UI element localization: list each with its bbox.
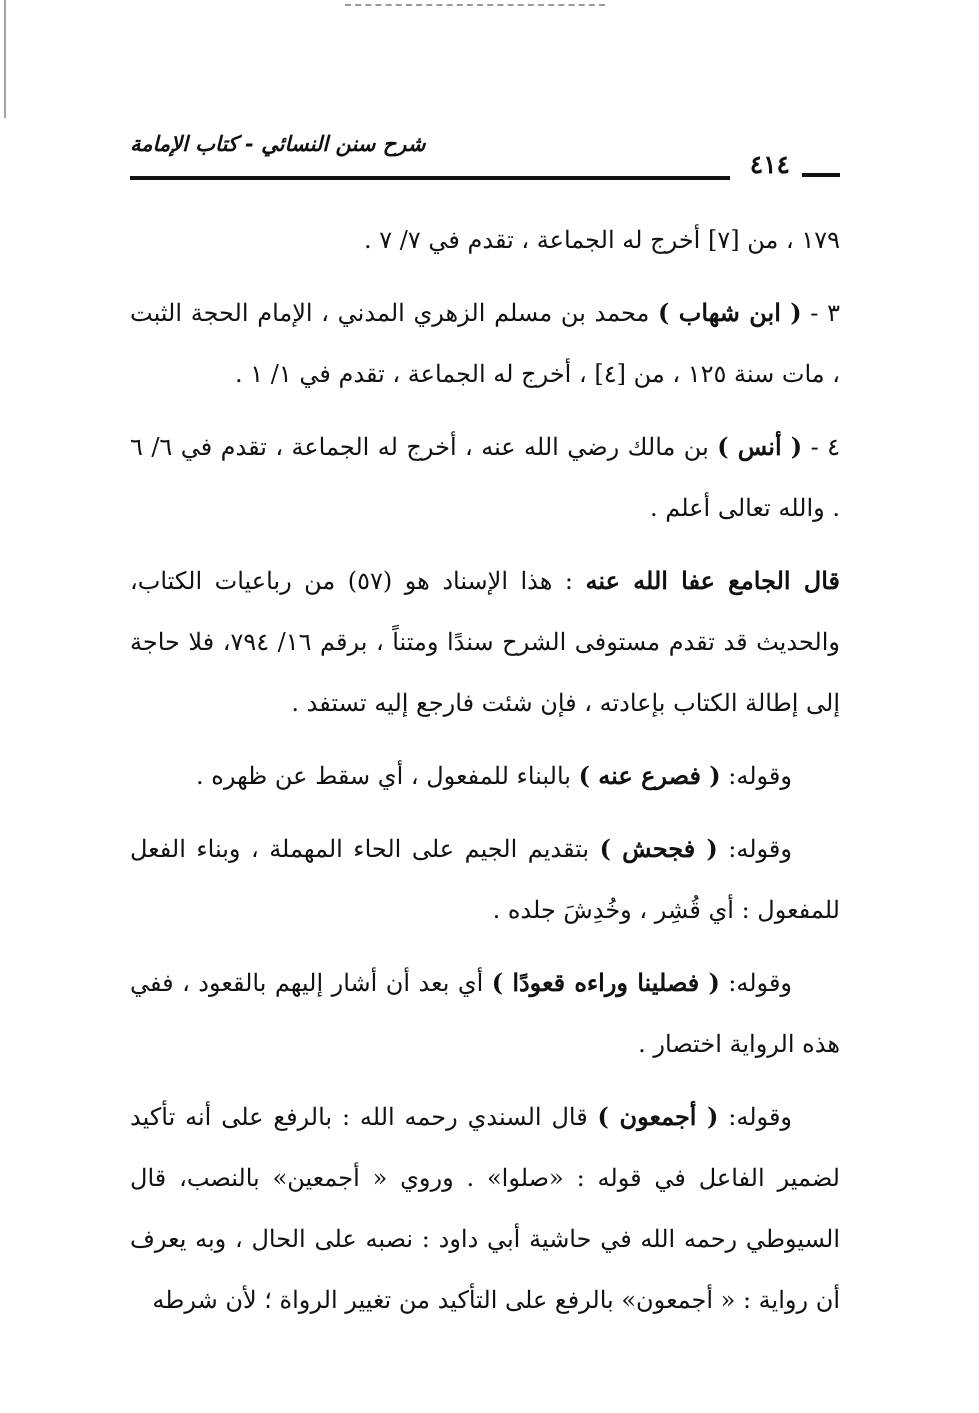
paragraph-text: ١٧٩ ، من [٧] أخرج له الجماعة ، تقدم في ٧/ ٧ . (364, 226, 840, 254)
quoted-phrase: ( فجحش ) (599, 834, 718, 863)
narrator-name: ( ابن شهاب ) (658, 298, 802, 327)
paragraph-text: بن مالك رضي الله عنه ، أخرج له الجماعة ، تقدم في ٦/ ٦ . والله تعالى أعلم . (130, 433, 840, 522)
compiler-label: قال الجامع عفا الله عنه (585, 566, 840, 595)
page-number: ٤١٤ (749, 150, 790, 179)
paragraph-text: : هذا الإسناد هو (٥٧) من رباعيات الكتاب، والحديث قد تقدم مستوفى الشرح سندًا ومتناً ، برقم ١٦/ ٧٩٤، فلا حاجة إلى إطالة الكتاب بإعادته ، فإن شئت فارجع إليه تستفد . (130, 567, 840, 717)
paragraph-commentary (130, 818, 840, 941)
page-header (130, 132, 840, 192)
list-number: ٣ - (801, 299, 840, 327)
paragraph-text: أي بعد أن أشار إليهم بالقعود ، ففي هذه الرواية اختصار . (130, 969, 840, 1058)
paragraph-narrator-2-end (130, 210, 840, 271)
paragraph-commentary (130, 952, 840, 1075)
paragraph-compiler-note (130, 550, 840, 734)
commentary-prefix: وقوله: (718, 1103, 793, 1131)
narrator-name: ( أنس ) (717, 432, 803, 461)
paragraph-text: قال السندي رحمه الله : بالرفع على أنه تأكيد لضمير الفاعل في قوله : «صلوا» . وروي « أجمعين» بالنصب، قال السيوطي رحمه الله في حاشية أبي داود : نصبه على الحال ، وبه يعرف أن رواية : « أجمعون» بالرفع على التأكيد من تغيير الرواة ؛ لأن شرطه (130, 1103, 840, 1314)
page-number-dash (802, 173, 840, 177)
commentary-prefix: وقوله: (720, 762, 792, 790)
scan-edge-line (4, 0, 6, 118)
paragraph-narrator-4 (130, 416, 840, 539)
list-number: ٤ - (802, 433, 841, 461)
paragraph-text: محمد بن مسلم الزهري المدني ، الإمام الحجة الثبت ، مات سنة ١٢٥ ، من [٤] ، أخرج له الجماعة ، تقدم في ١/ ١ . (130, 299, 840, 388)
scan-top-marks (345, 4, 605, 8)
quoted-phrase: ( أجمعون ) (597, 1102, 719, 1131)
quoted-phrase: ( فصرع عنه ) (578, 761, 721, 790)
paragraph-text: بالبناء للمفعول ، أي سقط عن ظهره . (196, 762, 579, 790)
commentary-prefix: وقوله: (717, 835, 792, 863)
paragraph-narrator-3 (130, 282, 840, 405)
quoted-phrase: ( فصلينا وراءه قعودًا ) (491, 968, 720, 997)
running-title: شرح سنن النسائي - كتاب الإمامة (130, 132, 426, 156)
paragraph-commentary (130, 745, 840, 807)
paragraph-commentary (130, 1086, 840, 1331)
header-rule (130, 176, 730, 180)
page-body (130, 210, 840, 1342)
commentary-prefix: وقوله: (719, 969, 793, 997)
paragraph-text: بتقديم الجيم على الحاء المهملة ، وبناء الفعل للمفعول : أي قُشِر ، وخُدِشَ جلده . (130, 835, 840, 924)
